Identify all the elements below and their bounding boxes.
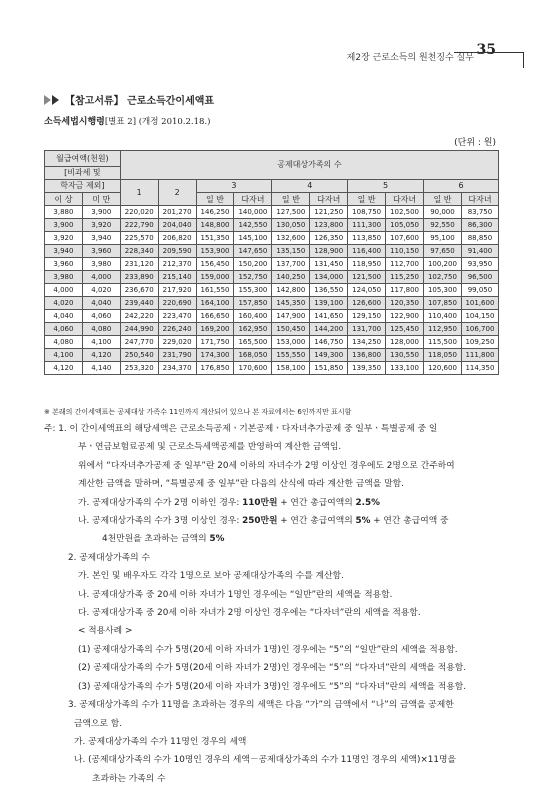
notes-section [44,420,506,788]
salary-header-2: [비과세 및 [45,167,121,180]
subtitle-law: 소득세법시행령 [44,117,105,127]
table-cell: 151,850 [310,362,348,375]
note-line: (2) 공제대상가족의 수가 5명(20세 이하 자녀가 2명)인 경우에는 “5”의 “다자녀”란의 세액을 적용함. [78,663,467,674]
table-cell: 3,940 [82,232,120,245]
table-cell: 141,650 [310,310,348,323]
table-cell: 105,050 [386,219,424,232]
table-cell: 136,550 [310,284,348,297]
table-cell: 131,450 [310,258,348,271]
table-cell: 3,880 [45,206,83,219]
table-cell: 137,700 [272,258,310,271]
col-header-2: 2 [158,180,196,206]
table-cell: 120,350 [386,297,424,310]
table-cell: 110,400 [424,310,462,323]
table-cell: 83,750 [461,206,498,219]
table-cell: 107,850 [424,297,462,310]
many-children-header-4: 다자녀 [310,193,348,206]
salary-header-1: 월급여액(천원) [45,151,121,167]
note-line: 나. 공제대상가족의 수가 3명 이상인 경우: 250만원 + 연간 총급여액의 5% + 연간 총급여액 중 [78,516,449,527]
note-line: 가. 공제대상가족의 수가 11명인 경우의 세액 [74,736,247,747]
table-cell: 4,020 [82,284,120,297]
table-cell: 4,060 [45,323,83,336]
table-cell: 176,850 [196,362,234,375]
table-cell: 155,550 [272,349,310,362]
note-line: 나. 공제대상가족 중 20세 이하 자녀가 1명인 경우에는 “일반”란의 세액을 적용함. [78,589,393,600]
table-cell: 201,270 [158,206,196,219]
table-cell: 97,650 [424,245,462,258]
table-cell: 128,900 [310,245,348,258]
table-cell: 139,100 [310,297,348,310]
table-cell: 136,800 [348,349,386,362]
table-row [45,258,499,271]
table-cell: 242,220 [120,310,158,323]
table-cell: 229,020 [158,336,196,349]
table-cell: 126,350 [310,232,348,245]
table-cell: 123,800 [310,219,348,232]
table-cell: 122,900 [386,310,424,323]
table-cell: 86,300 [461,219,498,232]
table-cell: 112,700 [386,258,424,271]
table-cell: 220,690 [158,297,196,310]
table-cell: 118,050 [424,349,462,362]
table-row [45,232,499,245]
col-header-5: 5 [348,180,424,193]
table-cell: 236,670 [120,284,158,297]
table-cell: 206,820 [158,232,196,245]
table-cell: 162,950 [234,323,272,336]
table-cell: 134,000 [310,271,348,284]
table-cell: 3,920 [45,232,83,245]
double-arrow-icon [44,95,59,105]
note-line: 나. (공제대상가족의 수가 10명인 경우의 세액－공제대상가족의 수가 11명인 경우의 세액)×11명을 [74,755,456,766]
page-number: 35 [476,42,496,58]
table-cell: 147,900 [272,310,310,323]
table-cell: 4,080 [45,336,83,349]
table-cell: 110,150 [386,245,424,258]
table-cell: 96,500 [461,271,498,284]
table-cell: 91,400 [461,245,498,258]
table-cell: 4,100 [45,349,83,362]
table-cell: 150,200 [234,258,272,271]
header-rule [454,52,524,53]
table-cell: 231,790 [158,349,196,362]
table-cell: 134,250 [348,336,386,349]
col-header-6: 6 [424,180,499,193]
table-cell: 226,240 [158,323,196,336]
table-cell: 3,940 [45,245,83,258]
table-cell: 88,850 [461,232,498,245]
table-row [45,362,499,375]
many-children-header-5: 다자녀 [386,193,424,206]
table-cell: 169,200 [196,323,234,336]
note-line: 가. 공제대상가족의 수가 2명 이하인 경우: 110만원 + 연간 총급여액의 2.5% [78,497,380,508]
table-cell: 105,300 [424,284,462,297]
note-line: 4천만원을 초과하는 금액의 5% [102,534,225,545]
table-cell: 157,850 [234,297,272,310]
table-cell: 131,700 [348,323,386,336]
general-header-6: 일 반 [424,193,462,206]
table-cell: 4,000 [45,284,83,297]
table-cell: 159,000 [196,271,234,284]
col-header-3: 3 [196,180,272,193]
table-cell: 209,590 [158,245,196,258]
general-header-4: 일 반 [272,193,310,206]
table-cell: 4,040 [45,310,83,323]
table-cell: 102,500 [386,206,424,219]
above-header: 이 상 [45,193,83,206]
table-cell: 125,450 [386,323,424,336]
table-row [45,349,499,362]
col-header-1: 1 [120,180,158,206]
table-cell: 152,750 [234,271,272,284]
table-cell: 102,750 [424,271,462,284]
table-cell: 116,400 [348,245,386,258]
table-cell: 4,100 [82,336,120,349]
salary-header-3: 학자금 제외] [45,180,121,193]
table-cell: 92,550 [424,219,462,232]
table-row [45,271,499,284]
table-cell: 215,140 [158,271,196,284]
page-header [0,40,550,64]
table-cell: 234,370 [158,362,196,375]
table-cell: 228,340 [120,245,158,258]
note-line: 가. 본인 및 배우자도 각각 1명으로 보아 공제대상가족의 수를 계산함. [78,571,344,582]
table-cell: 130,050 [272,219,310,232]
table-cell: 158,100 [272,362,310,375]
table-cell: 130,550 [386,349,424,362]
table-cell: 147,650 [234,245,272,258]
table-cell: 253,320 [120,362,158,375]
table-cell: 3,980 [82,258,120,271]
table-cell: 111,300 [348,219,386,232]
table-row [45,219,499,232]
table-cell: 165,500 [234,336,272,349]
table-cell: 113,850 [348,232,386,245]
table-cell: 4,020 [45,297,83,310]
table-cell: 151,350 [196,232,234,245]
table-cell: 118,950 [348,258,386,271]
table-cell: 108,750 [348,206,386,219]
table-row [45,310,499,323]
unit-label: (단위 : 원) [454,138,496,148]
table-cell: 156,450 [196,258,234,271]
table-cell: 164,100 [196,297,234,310]
table-row [45,336,499,349]
table-cell: 153,000 [272,336,310,349]
table-cell: 4,040 [82,297,120,310]
table-cell: 140,250 [272,271,310,284]
table-cell: 247,770 [120,336,158,349]
section-title-text: 【참고서류】 근로소득간이세액표 [65,96,215,107]
table-row [45,323,499,336]
table-cell: 148,800 [196,219,234,232]
table-cell: 99,050 [461,284,498,297]
table-cell: 150,450 [272,323,310,336]
note-line: 3. 공제대상가족의 수가 11명을 초과하는 경우의 세액은 다음 “가”의 금액에서 “나”의 금액을 공제한 [68,700,454,711]
table-cell: 121,250 [310,206,348,219]
table-cell: 132,600 [272,232,310,245]
table-cell: 244,990 [120,323,158,336]
table-cell: 146,750 [310,336,348,349]
table-cell: 4,000 [82,271,120,284]
subtitle-annex: [별표 2] (개정 2010.2.18.) [104,117,211,127]
table-cell: 120,600 [424,362,462,375]
table-cell: 171,750 [196,336,234,349]
table-cell: 104,150 [461,310,498,323]
table-cell: 3,900 [45,219,83,232]
table-cell: 128,000 [386,336,424,349]
table-row [45,206,499,219]
table-cell: 100,200 [424,258,462,271]
table-cell: 127,500 [272,206,310,219]
table-cell: 93,950 [461,258,498,271]
many-children-header-6: 다자녀 [461,193,498,206]
table-cell: 225,570 [120,232,158,245]
table-cell: 233,890 [120,271,158,284]
table-cell: 174,300 [196,349,234,362]
table-row [45,245,499,258]
table-cell: 144,200 [310,323,348,336]
table-cell: 204,040 [158,219,196,232]
table-cell: 4,120 [45,362,83,375]
table-cell: 170,600 [234,362,272,375]
table-cell: 112,950 [424,323,462,336]
note-line: (3) 공제대상가족의 수가 5명(20세 이하 자녀가 3명)인 경우에도 “5”의 “다자녀”란의 세액을 적용함. [78,681,467,692]
general-header-5: 일 반 [348,193,386,206]
table-cell: 4,080 [82,323,120,336]
table-cell: 142,800 [272,284,310,297]
table-cell: 4,120 [82,349,120,362]
table-cell: 222,790 [120,219,158,232]
table-cell: 109,250 [461,336,498,349]
table-cell: 4,060 [82,310,120,323]
below-header: 미 만 [82,193,120,206]
general-header-3: 일 반 [196,193,234,206]
note-line: 부ㆍ연금보험료공제 및 근로소득세액공제를 반영하여 계산한 금액임. [78,442,342,453]
table-cell: 153,900 [196,245,234,258]
col-header-4: 4 [272,180,348,193]
table-cell: 133,100 [386,362,424,375]
table-cell: 166,650 [196,310,234,323]
note-line: 위에서 “다자녀추가공제 중 일부”란 20세 이하의 자녀수가 2명 이상인 경우에도 2명으로 간주하여 [78,460,455,471]
table-cell: 140,000 [234,206,272,219]
table-cell: 126,600 [348,297,386,310]
note-line: 금액으로 함. [74,718,123,729]
table-cell: 115,250 [386,271,424,284]
table-cell: 3,980 [45,271,83,284]
table-cell: 146,250 [196,206,234,219]
dependents-header: 공제대상가족의 수 [120,151,498,180]
table-cell: 145,100 [234,232,272,245]
table-cell: 145,350 [272,297,310,310]
table-cell: 115,500 [424,336,462,349]
table-cell: 106,700 [461,323,498,336]
table-cell: 212,370 [158,258,196,271]
table-cell: 139,350 [348,362,386,375]
note-line: (1) 공제대상가족의 수가 5명(20세 이하 자녀가 1명)인 경우에는 “5”의 “일반”란의 세액을 적용함. [78,644,458,655]
table-cell: 3,900 [82,206,120,219]
table-cell: 117,800 [386,284,424,297]
table-cell: 220,020 [120,206,158,219]
table-cell: 101,600 [461,297,498,310]
table-row [45,284,499,297]
note-line: 다. 공제대상가족 중 20세 이하 자녀가 2명 이상인 경우에는 “다자녀”란의 세액을 적용함. [78,608,421,619]
table-footnote: ※ 본래의 간이세액표는 공제대상 가족수 11인까지 계산되어 있으나 본 자료에서는 6인까지만 표시함 [44,408,352,416]
note-line: < 적용사례 > [78,626,133,637]
note-line: 주: 1. 이 간이세액표의 해당세액은 근로소득공제ㆍ기본공제ㆍ다자녀추가공제 중 일부ㆍ특별공제 중 일 [44,424,438,434]
table-cell: 155,300 [234,284,272,297]
table-cell: 114,350 [461,362,498,375]
table-subtitle [44,114,210,127]
table-cell: 231,120 [120,258,158,271]
table-body [45,206,499,375]
table-cell: 223,470 [158,310,196,323]
table-cell: 4,140 [82,362,120,375]
table-cell: 107,600 [386,232,424,245]
note-line: 초과하는 가족의 수 [92,773,166,784]
table-cell: 121,500 [348,271,386,284]
table-cell: 135,150 [272,245,310,258]
table-cell: 217,920 [158,284,196,297]
withholding-tax-table [44,150,499,375]
note-line: 계산한 금액을 말하며, “특별공제 중 일부”란 다음의 산식에 따라 계산한 금액을 말함. [78,479,404,490]
table-cell: 90,000 [424,206,462,219]
table-cell: 111,800 [461,349,498,362]
table-cell: 124,050 [348,284,386,297]
table-cell: 250,540 [120,349,158,362]
table-cell: 168,050 [234,349,272,362]
table-cell: 3,960 [45,258,83,271]
many-children-header-3: 다자녀 [234,193,272,206]
section-title [44,92,214,107]
note-line: 2. 공제대상가족의 수 [68,552,150,563]
table-cell: 142,550 [234,219,272,232]
table-cell: 149,300 [310,349,348,362]
table-cell: 95,100 [424,232,462,245]
table-cell: 239,440 [120,297,158,310]
table-cell: 3,960 [82,245,120,258]
table-row [45,297,499,310]
chapter-title: 제2장 근로소득의 원천징수 실무 [346,53,474,63]
table-cell: 129,150 [348,310,386,323]
header-rule-vertical [523,52,524,68]
table-cell: 161,550 [196,284,234,297]
table-cell: 3,920 [82,219,120,232]
table-cell: 160,400 [234,310,272,323]
